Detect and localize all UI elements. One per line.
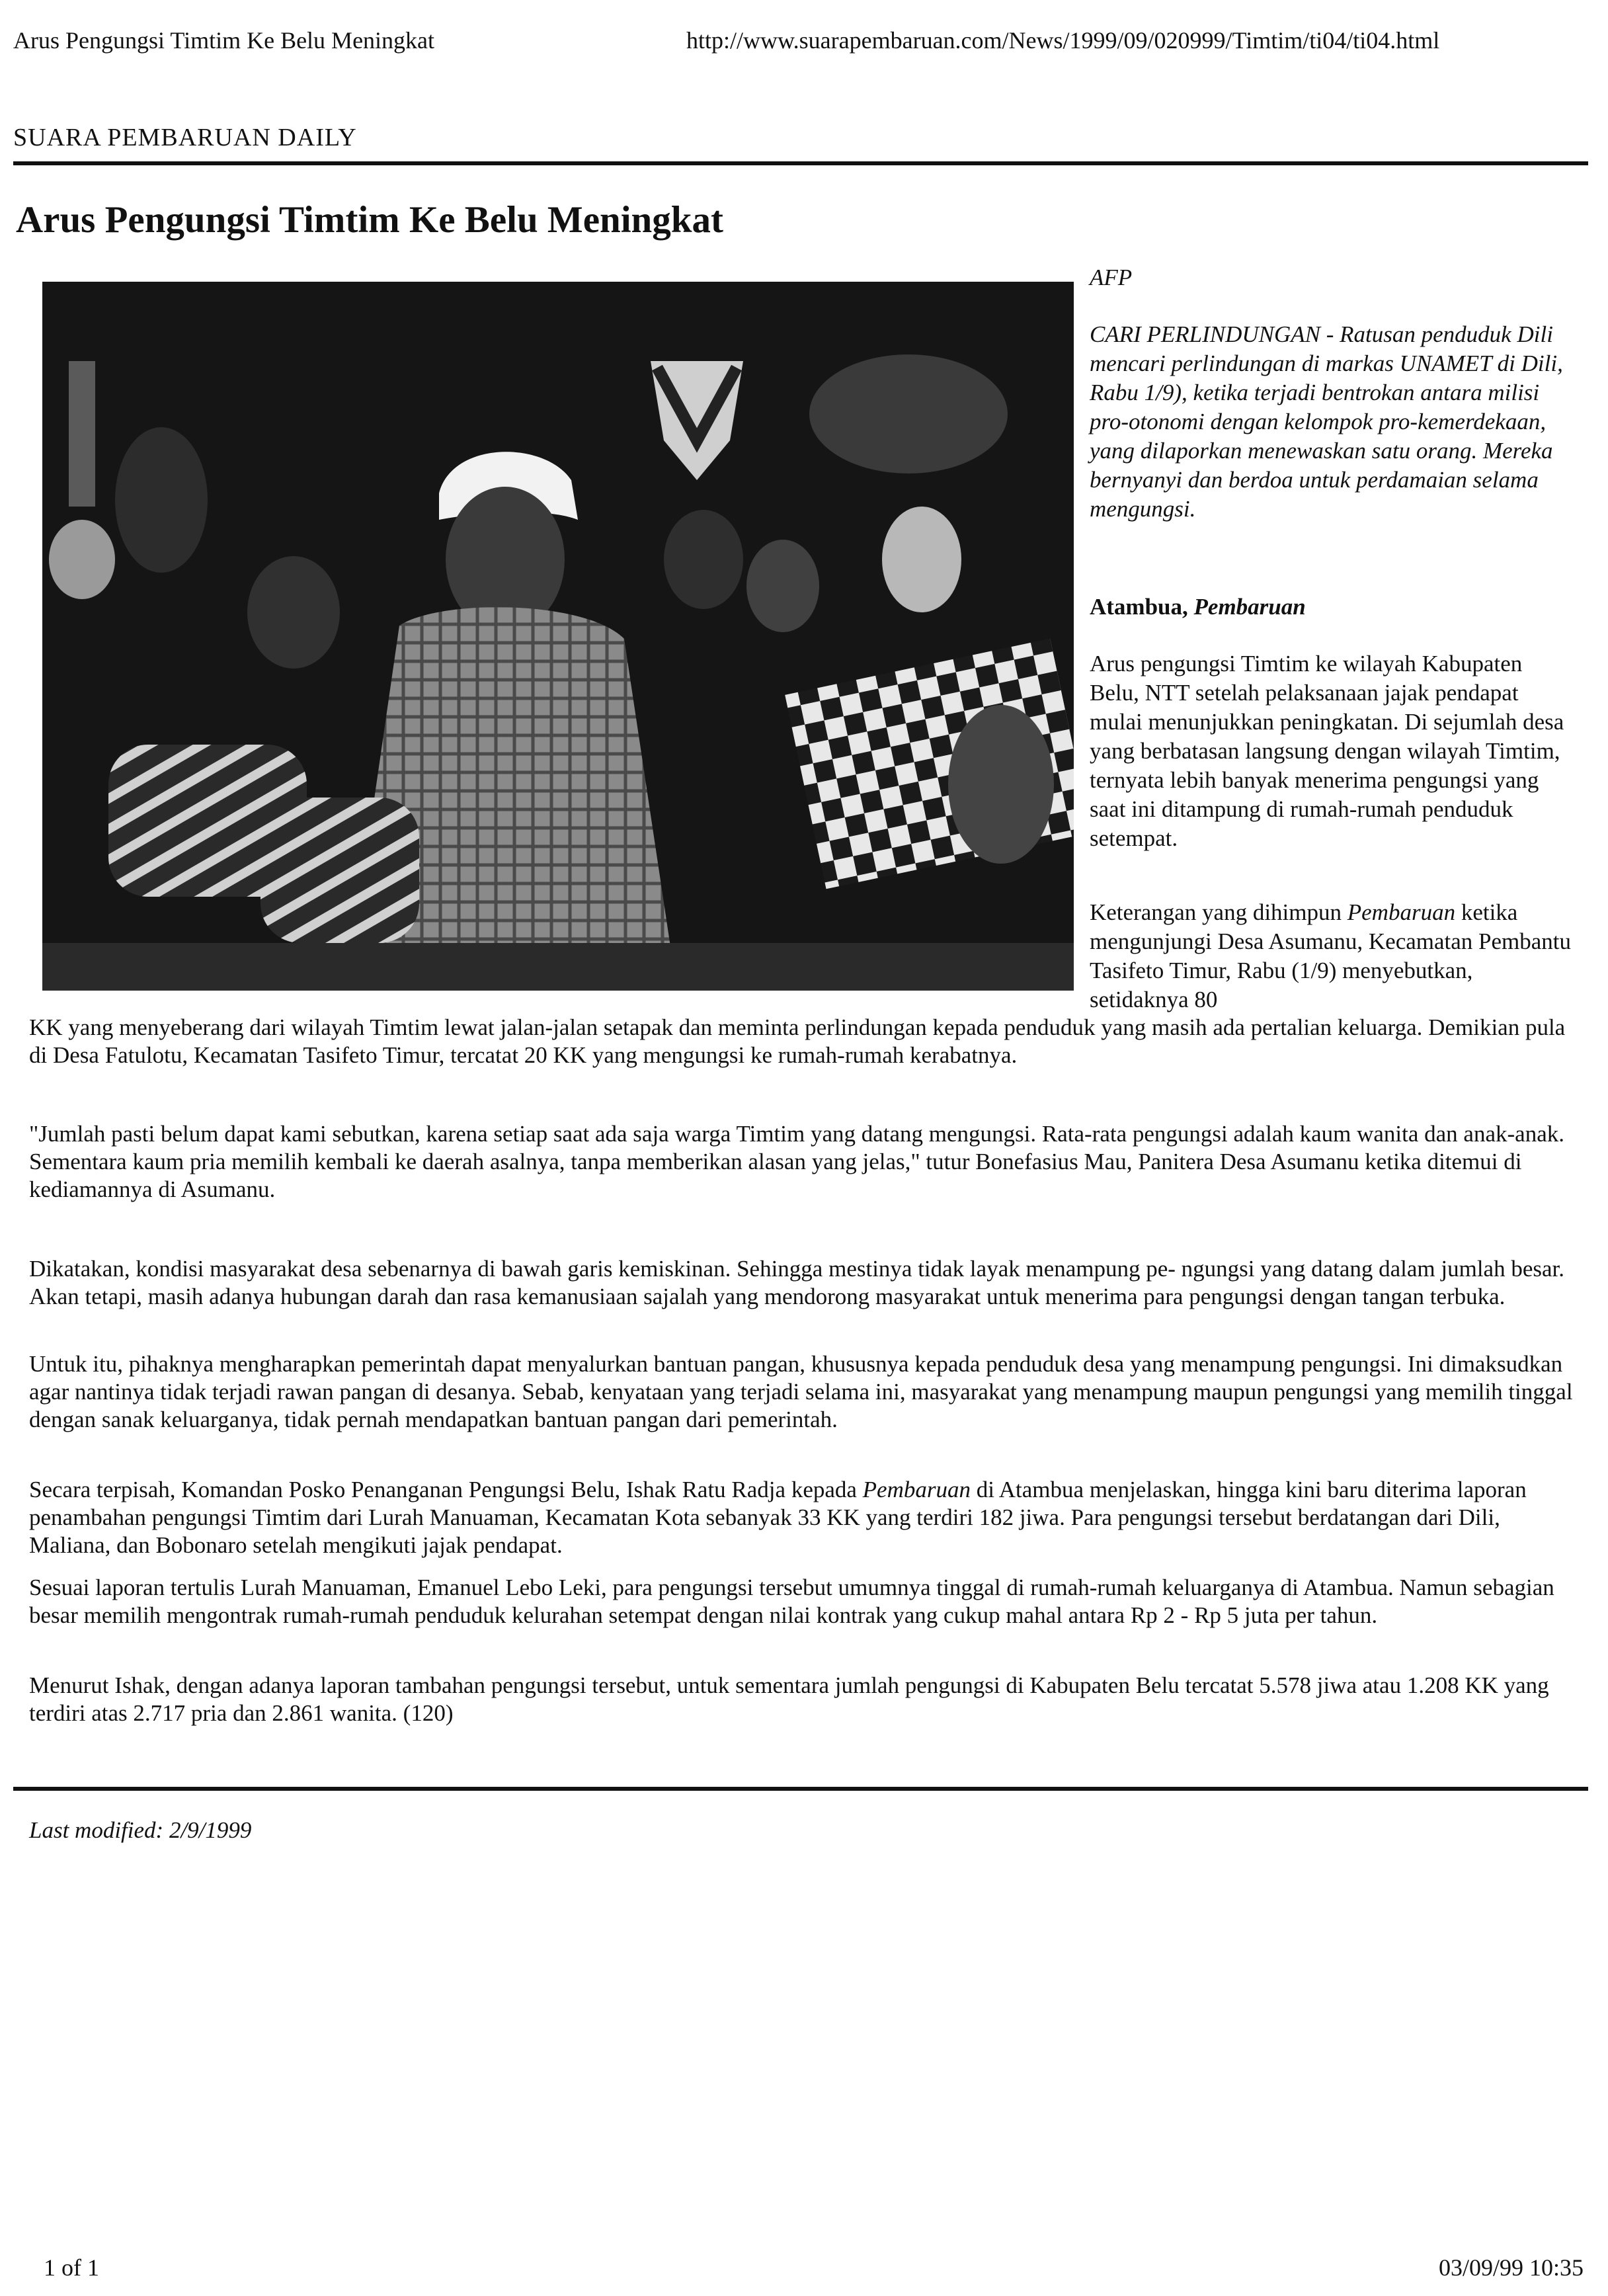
photo-credit: AFP bbox=[1090, 265, 1133, 290]
print-header-url[interactable]: http://www.suarapembaruan.com/News/1999/09/020999/Timtim/ti04/ti04.html bbox=[686, 27, 1440, 54]
publication-name: Pembaruan bbox=[862, 1477, 971, 1502]
news-photo bbox=[42, 282, 1074, 991]
masthead: SUARA PEMBARUAN DAILY bbox=[13, 124, 357, 151]
paragraph-text: Secara terpisah, Komandan Posko Penanganan Pengungsi Belu, Ishak Ratu Radja kepada bbox=[29, 1477, 863, 1502]
print-page-count: 1 of 1 bbox=[44, 2254, 99, 2281]
caption-heading: CARI PERLINDUNGAN bbox=[1090, 321, 1321, 347]
paragraph-text: Keterangan yang dihimpun bbox=[1090, 899, 1347, 925]
top-divider bbox=[13, 161, 1588, 165]
article-paragraph-2 bbox=[1090, 898, 1572, 1014]
article-paragraph-8: Menurut Ishak, dengan adanya laporan tambahan pengungsi tersebut, untuk sementara jumlah pengungsi di Kabupaten Belu tercatat 5.578 jiwa atau 1.208 KK yang terdiri atas 2.717 pria dan 2.861 wanita. (120) bbox=[29, 1672, 1549, 1726]
article-paragraph-2-continued: KK yang menyeberang dari wilayah Timtim lewat jalan-jalan setapak dan meminta perlindungan kepada penduduk yang masih ada pertalian keluarga. Demikian pula di Desa Fatulotu, Kecamatan Tasifeto Timur, tercatat 20 KK yang mengungsi ke rumah-rumah kerabatnya. bbox=[29, 1014, 1566, 1068]
dateline-source: Pembaruan bbox=[1193, 594, 1306, 620]
article-paragraph-6 bbox=[29, 1476, 1582, 1559]
last-modified: Last modified: 2/9/1999 bbox=[29, 1817, 252, 1843]
article-paragraph-1: Arus pengungsi Timtim ke wilayah Kabupaten Belu, NTT setelah pelaksanaan jajak pendapat mulai menunjukkan peningkatan. Di sejumlah desa yang berbatasan langsung dengan wilayah Timtim, ternyata lebih banyak menerima pengungsi yang saat ini ditampung di rumah-rumah penduduk setempat. bbox=[1090, 651, 1564, 851]
print-header-title: Arus Pengungsi Timtim Ke Belu Meningkat bbox=[13, 27, 435, 54]
article-paragraph-7: Sesuai laporan tertulis Lurah Manuaman, Emanuel Lebo Leki, para pengungsi tersebut umumnya tinggal di rumah-rumah keluarganya di Atambua. Namun sebagian besar memilih mengontrak rumah-rumah penduduk kelurahan setempat dengan nilai kontrak yang cukup mahal antara Rp 2 - Rp 5 juta per tahun. bbox=[29, 1575, 1554, 1628]
paragraph-text: di Atambua menjelaskan, hingga kini baru diterima laporan penambahan pengungsi Timtim dari Lurah Manuaman, Kecamatan Kota sebanyak 33 KK yang terdiri 182 jiwa. Para pengungsi tersebut berdatangan dari Dili, Maliana, dan Bobonaro setelah mengikuti jajak pendapat. bbox=[29, 1477, 1527, 1558]
bottom-divider bbox=[13, 1787, 1588, 1791]
photo-caption bbox=[1090, 320, 1572, 524]
caption-text: - Ratusan penduduk Dili mencari perlindungan di markas UNAMET di Dili, Rabu 1/9), ketika terjadi bentrokan antara milisi pro-otonomi dengan kelompok pro-kemerdekaan, yang dilaporkan menewaskan satu orang. Mereka bernyanyi dan berdoa untuk perdamaian selama mengungsi. bbox=[1090, 321, 1563, 522]
paragraph-text: ketika mengunjungi Desa Asumanu, Kecamatan Pembantu Tasifeto Timur, Rabu (1/9) menyebutkan, setidaknya 80 bbox=[1090, 899, 1572, 1012]
dateline-place: Atambua, bbox=[1090, 594, 1194, 620]
publication-name: Pembaruan bbox=[1347, 899, 1456, 925]
print-timestamp: 03/09/99 10:35 bbox=[1439, 2254, 1584, 2281]
article-paragraph-4: Dikatakan, kondisi masyarakat desa sebenarnya di bawah garis kemiskinan. Sehingga mestinya tidak layak menampung pe- ngungsi yang datang dalam jumlah besar. Akan tetapi, masih adanya hubungan darah dan rasa kemanusiaan sajalah yang mendorong masyarakat untuk menerima para pengungsi dengan tangan terbuka. bbox=[29, 1256, 1564, 1309]
article-paragraph-3: "Jumlah pasti belum dapat kami sebutkan, karena setiap saat ada saja warga Timtim yang datang mengungsi. Rata-rata pengungsi adalah kaum wanita dan anak-anak. Sementara kaum pria memilih kembali ke daerah asalnya, tanpa memberikan alasan yang jelas," tutur Bonefasius Mau, Panitera Desa Asumanu ketika ditemui di kediamannya di Asumanu. bbox=[29, 1121, 1564, 1202]
dateline bbox=[1090, 593, 1572, 622]
photo-crowd-illustration bbox=[42, 282, 1074, 991]
article-paragraph-5: Untuk itu, pihaknya mengharapkan pemerintah dapat menyalurkan bantuan pangan, khususnya kepada penduduk desa yang menampung pengungsi. Ini dimaksudkan agar nantinya tidak terjadi rawan pangan di desanya. Sebab, kenyataan yang terjadi selama ini, masyarakat yang menampung maupun pengungsi yang memilih tinggal dengan sanak keluarganya, tidak pernah mendapatkan bantuan pangan dari pemerintah. bbox=[29, 1351, 1573, 1432]
article-headline: Arus Pengungsi Timtim Ke Belu Meningkat bbox=[16, 199, 723, 241]
